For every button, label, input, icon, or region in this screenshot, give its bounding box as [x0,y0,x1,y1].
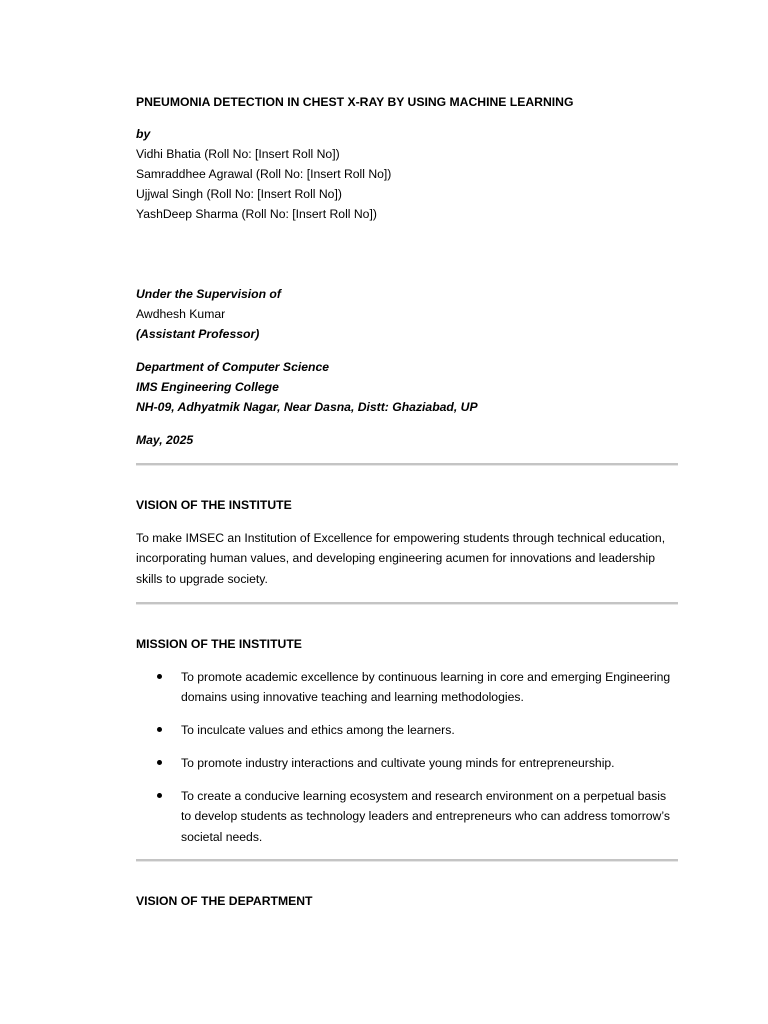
supervisor-name: Awdhesh Kumar [136,307,226,321]
author-line: Vidhi Bhatia (Roll No: [Insert Roll No]) [136,147,340,161]
college-address: NH-09, Adhyatmik Nagar, Near Dasna, Distt: Ghaziabad, UP [136,400,478,414]
by-label: by [136,127,151,141]
college-name: IMS Engineering College [136,380,279,394]
vision-institute-text: To make IMSEC an Institution of Excellence for empowering students through technical education, incorporating human values, and developing engineering acumen for innovations and leadership skills to upgrade society. [136,531,666,586]
author-line: YashDeep Sharma (Roll No: [Insert Roll No]) [136,207,377,221]
section-divider [136,602,678,605]
vision-department-heading: VISION OF THE DEPARTMENT [136,894,313,908]
bullet-icon [157,793,162,798]
department-name: Department of Computer Science [136,360,330,374]
author-line: Ujjwal Singh (Roll No: [Insert Roll No]) [136,187,342,201]
bullet-icon [157,674,162,679]
vision-institute-heading: VISION OF THE INSTITUTE [136,498,292,512]
section-divider [136,859,678,862]
section-divider [136,463,678,466]
report-title: PNEUMONIA DETECTION IN CHEST X-RAY BY USING MACHINE LEARNING [136,95,574,109]
bullet-icon [157,727,162,732]
report-date: May, 2025 [136,433,194,447]
mission-institute-heading: MISSION OF THE INSTITUTE [136,637,302,651]
supervisor-designation: (Assistant Professor) [136,327,260,341]
supervision-label: Under the Supervision of [136,287,281,301]
bullet-icon [157,760,162,765]
list-item-text: To inculcate values and ethics among the learners. [181,723,455,737]
list-item-text: To promote academic excellence by continuous learning in core and emerging Engineering domains using innovative teaching and learning methodologies. [181,670,671,705]
list-item-text: To create a conducive learning ecosystem and research environment on a perpetual basis to develop students as technology leaders and entrepreneurs who can address tomorrow’s societal needs. [181,789,670,844]
list-item-text: To promote industry interactions and cultivate young minds for entrepreneurship. [181,756,615,770]
author-line: Samraddhee Agrawal (Roll No: [Insert Roll No]) [136,167,392,181]
